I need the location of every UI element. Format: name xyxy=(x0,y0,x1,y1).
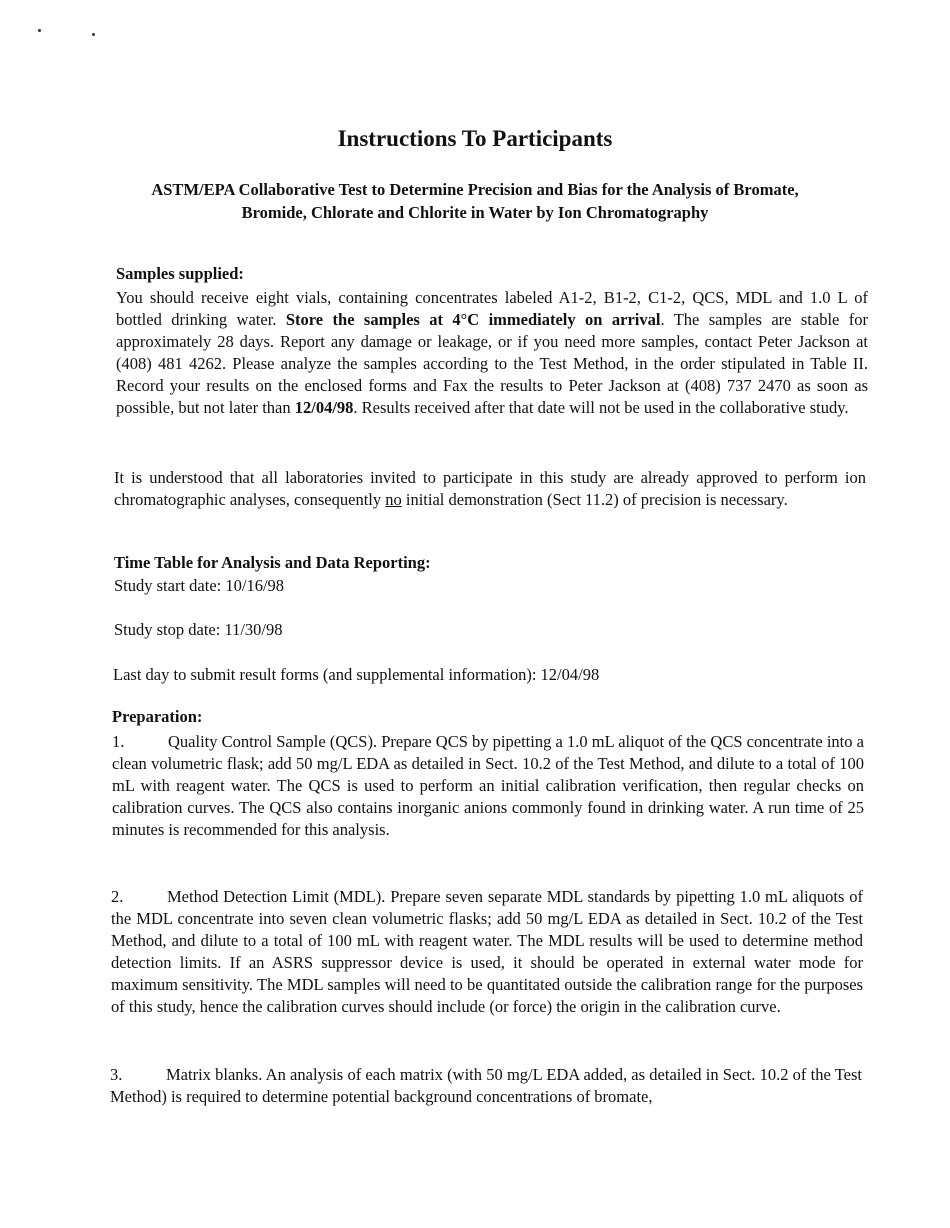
storage-instruction: Store the samples at 4°C immediately on arrival xyxy=(285,310,661,329)
preparation-item xyxy=(111,886,863,1018)
item-text: Quality Control Sample (QCS). Prepare QCS by pipetting a 1.0 mL aliquot of the QCS concentrate into a clean volumetric flask; add 50 mg/L EDA as detailed in Sect. 10.2 of the Test Method, and dilute to a total of 100 mL with reagent water. The QCS is used to perform an initial calibration verification, then regular checks on calibration curves. The QCS also contains inorganic anions commonly found in drinking water. A run time of 25 minutes is recommended for this analysis. xyxy=(112,732,864,839)
preparation-item xyxy=(112,731,864,841)
scan-speck xyxy=(92,33,95,36)
item-number: 3. xyxy=(110,1065,123,1084)
page-title: Instructions To Participants xyxy=(337,126,613,151)
samples-text-b: . The samples are stable for approximately 28 days. Report any damage or leakage, or if you need more samples, contact Peter Jackson at (408) 481 4262. Please analyze the samples according to the Test Method, in the order stipulated in Table II. Record your results on the enclosed forms and Fax the results to Peter Jackson at (408) 737 2470 as soon as possible, but not later than xyxy=(116,310,868,417)
timetable-heading: Time Table for Analysis and Data Reporting: xyxy=(114,553,431,572)
last-submit-date: Last day to submit result forms (and supplemental information): 12/04/98 xyxy=(113,665,600,684)
study-stop-date: Study stop date: 11/30/98 xyxy=(114,620,283,639)
samples-paragraph xyxy=(116,287,868,419)
samples-text-a: You should receive eight vials, containing concentrates labeled A1-2, B1-2, C1-2, QCS, MDL and 1.0 L of bottled drinking water. xyxy=(116,288,868,329)
page-subtitle: ASTM/EPA Collaborative Test to Determine Precision and Bias for the Analysis of Bromate, Bromide, Chlorate and Chlorite in Water by Ion Chromatography xyxy=(151,180,799,222)
approval-emphasis: no xyxy=(385,490,402,509)
samples-text-c: . Results received after that date will not be used in the collaborative study. xyxy=(353,398,849,417)
scan-speck xyxy=(38,29,41,32)
study-start-date: Study start date: 10/16/98 xyxy=(114,576,285,595)
approval-text-b: initial demonstration (Sect 11.2) of precision is necessary. xyxy=(405,490,788,509)
item-number: 2. xyxy=(111,887,124,906)
deadline-date: 12/04/98 xyxy=(294,398,354,417)
item-number: 1. xyxy=(112,732,125,751)
approval-text-a: It is understood that all laboratories invited to participate in this study are already approved to perform ion chromatographic analyses, consequently xyxy=(114,468,866,509)
samples-heading: Samples supplied: xyxy=(116,264,244,283)
preparation-heading: Preparation: xyxy=(112,707,203,726)
preparation-item xyxy=(110,1064,862,1108)
item-text: Method Detection Limit (MDL). Prepare seven separate MDL standards by pipetting 1.0 mL aliquots of the MDL concentrate into seven clean volumetric flasks; add 50 mg/L EDA as detailed in Sect. 10.2 of the Test Method, and dilute to a total of 100 mL with reagent water. The MDL results will be used to determine method detection limits. If an ASRS suppressor device is used, it should be operated in external water mode for maximum sensitivity. The MDL samples will need to be quantitated outside the calibration range for the purposes of this study, hence the calibration curves should include (or force) the origin in the calibration curve. xyxy=(111,887,863,1016)
item-text: Matrix blanks. An analysis of each matrix (with 50 mg/L EDA added, as detailed in Sect. 10.2 of the Test Method) is required to determine potential background concentrations of bromate, xyxy=(110,1065,862,1106)
approval-paragraph xyxy=(114,467,866,511)
